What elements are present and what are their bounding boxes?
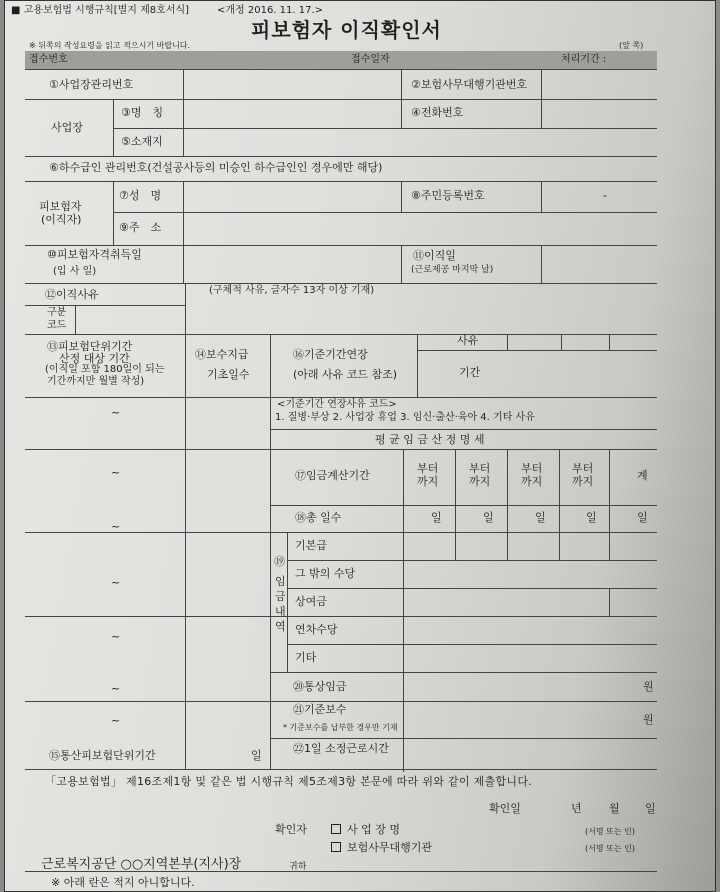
standard-pay-label: ㉑기준보수 <box>293 703 347 716</box>
submission-statement: 「고용보험법」 제16조제1항 및 같은 법 시행규칙 제5조제3항 본문에 따라 위와 같이 제출합니다. <box>45 775 533 788</box>
page-side: (앞 쪽) <box>619 41 644 50</box>
ordinary-wage-label: ⑳통상임금 <box>293 680 347 693</box>
wage-total-col: 계 <box>637 469 648 482</box>
year-unit: 년 <box>571 802 582 815</box>
separation-reason-label: ⑫이직사유 <box>45 288 99 301</box>
wage-period-to: 까지 <box>417 475 439 488</box>
law-reference: ■ 고용보험법 시행규칙[별지 제8호서식] <box>11 5 190 16</box>
confirm-date-label: 확인일 <box>489 802 521 815</box>
day-unit-footer: 일 <box>645 802 656 815</box>
reason-code-label: 구분 <box>47 307 67 318</box>
form-title: 피보험자 이직확인서 <box>251 18 442 42</box>
insured-period-note-1: (이직일 포함 180일이 되는 <box>45 364 165 375</box>
addressee-suffix: 귀하 <box>289 862 307 872</box>
period-row-tilde: ~ <box>111 714 121 727</box>
wage-period-to: 까지 <box>521 475 543 488</box>
total-insured-period-unit: 일 <box>251 749 262 762</box>
wage-breakdown-label: 임 <box>275 575 286 588</box>
wage-period-from: 부터 <box>469 462 491 475</box>
receipt-no-label: 접수번호 <box>29 54 68 65</box>
base-period-extension-label: ⑯기준기간연장 <box>293 348 368 361</box>
bottom-note: ※ 아래 란은 적지 아니합니다. <box>51 876 195 889</box>
wage-breakdown-label: 금 <box>275 590 286 603</box>
wage-period-from: 부터 <box>521 462 543 475</box>
workplace-name-label: ③명 칭 <box>121 106 164 119</box>
separation-reason-detail: (구체적 사유, 글자수 13자 이상 기재) <box>209 285 375 296</box>
extension-code-list: 1. 질병·부상 2. 사업장 휴업 3. 임신·출산·육아 4. 기타 사유 <box>275 412 535 423</box>
total-insured-period-label: ⑮통산피보험단위기간 <box>49 749 156 762</box>
other-pay-label: 기타 <box>295 651 317 664</box>
acquired-date-sublabel: (입 사 일) <box>53 266 97 277</box>
workplace-section-label: 사업장 <box>51 121 83 134</box>
employer-checkbox[interactable] <box>331 824 341 834</box>
day-unit: 일 <box>637 511 648 524</box>
agency-option[interactable] <box>331 842 432 855</box>
workplace-address-label: ⑤소재지 <box>121 135 163 148</box>
extension-code-title: <기준기간 연장사유 코드> <box>277 399 397 410</box>
signature-placeholder: (서명 또는 인) <box>585 827 635 836</box>
separation-date-sublabel: (근로제공 마지막 날) <box>411 265 494 275</box>
acquired-date-label: ⑩피보험자격취득일 <box>47 248 142 261</box>
other-allowance-label: 그 밖의 수당 <box>295 567 356 580</box>
wage-period-from: 부터 <box>417 462 439 475</box>
agency-checkbox[interactable] <box>331 842 341 852</box>
form-sheet <box>4 0 716 892</box>
resident-no-dash: - <box>603 189 607 202</box>
basic-pay-label: 기본급 <box>295 539 327 552</box>
day-unit: 일 <box>535 511 546 524</box>
insured-period-sublabel: 산정 대상 기간 <box>59 352 130 365</box>
addressee: 근로복지공단 ○○지역본부(지사)장 <box>41 857 242 872</box>
day-unit: 일 <box>586 511 597 524</box>
instruction-note: ※ 뒤쪽의 작성요령을 읽고 적으시기 바랍니다. <box>29 41 191 50</box>
day-unit: 일 <box>431 511 442 524</box>
total-days-label: ⑱총 일수 <box>295 511 342 524</box>
insured-period-note-2: 기간까지만 월별 작성) <box>47 376 145 387</box>
period-row-tilde: ~ <box>111 630 121 643</box>
insured-section-label: 피보험자 <box>39 200 82 213</box>
wage-breakdown-label: 내 <box>275 605 286 618</box>
separation-date-label: ⑪이직일 <box>413 249 456 262</box>
extension-reason-col: 사유 <box>457 334 479 347</box>
revision-date: <개정 2016. 11. 17.> <box>217 5 324 16</box>
insured-address-label: ⑨주 소 <box>119 221 162 234</box>
reason-code-label-2: 코드 <box>47 320 67 331</box>
period-row-tilde: ~ <box>111 682 121 695</box>
insured-name-label: ⑦성 명 <box>119 189 162 202</box>
wage-breakdown-label: ⑲ <box>274 555 285 568</box>
receipt-date-label: 접수일자 <box>351 54 390 65</box>
employer-option[interactable] <box>331 824 400 837</box>
month-unit: 월 <box>609 802 620 815</box>
wage-period-to: 까지 <box>572 475 594 488</box>
day-unit: 일 <box>483 511 494 524</box>
bonus-label: 상여금 <box>295 595 327 608</box>
daily-work-hours-label: ㉒1일 소정근로시간 <box>293 742 389 755</box>
resident-no-label: ⑧주민등록번호 <box>411 189 485 202</box>
pay-basis-days-label: ⑭보수지급 <box>195 348 249 361</box>
wage-breakdown-label: 역 <box>275 620 286 633</box>
insured-period-label: ⑬피보험단위기간 <box>47 340 133 353</box>
won-unit: 원 <box>643 680 654 693</box>
base-period-extension-sublabel: (아래 사유 코드 참조) <box>293 368 398 381</box>
period-row-tilde: ~ <box>111 520 121 533</box>
workplace-phone-label: ④전화번호 <box>411 106 464 119</box>
agency-no-label: ②보험사무대행기관번호 <box>411 78 528 91</box>
extension-period-col: 기간 <box>459 366 481 379</box>
employer-option-label: 사 업 장 명 <box>347 823 400 836</box>
period-row-tilde: ~ <box>111 466 121 479</box>
won-unit: 원 <box>643 713 654 726</box>
wage-calc-period-label: ⑰임금계산기간 <box>295 469 370 482</box>
standard-pay-note: * 기준보수를 납부한 경우만 기재 <box>283 723 398 732</box>
agency-option-label: 보험사무대행기관 <box>347 841 433 854</box>
confirmer-label: 확인자 <box>275 823 307 836</box>
avg-wage-title: 평 균 임 금 산 정 명 세 <box>375 433 485 446</box>
subcontract-label: ⑥하수급인 관리번호(건설공사등의 미승인 하수급인인 경우에만 해당) <box>49 161 383 174</box>
pay-basis-days-sublabel: 기초일수 <box>207 368 250 381</box>
period-row-tilde: ~ <box>111 406 121 419</box>
wage-period-to: 까지 <box>469 475 491 488</box>
wage-period-from: 부터 <box>572 462 594 475</box>
processing-period-label: 처리기간 : <box>561 54 607 65</box>
period-row-tilde: ~ <box>111 576 121 589</box>
workplace-mgmt-no-label: ①사업장관리번호 <box>49 78 134 91</box>
annual-leave-pay-label: 연차수당 <box>295 623 338 636</box>
insured-section-sublabel: (이직자) <box>41 213 82 226</box>
signature-placeholder-2: (서명 또는 인) <box>585 844 635 853</box>
